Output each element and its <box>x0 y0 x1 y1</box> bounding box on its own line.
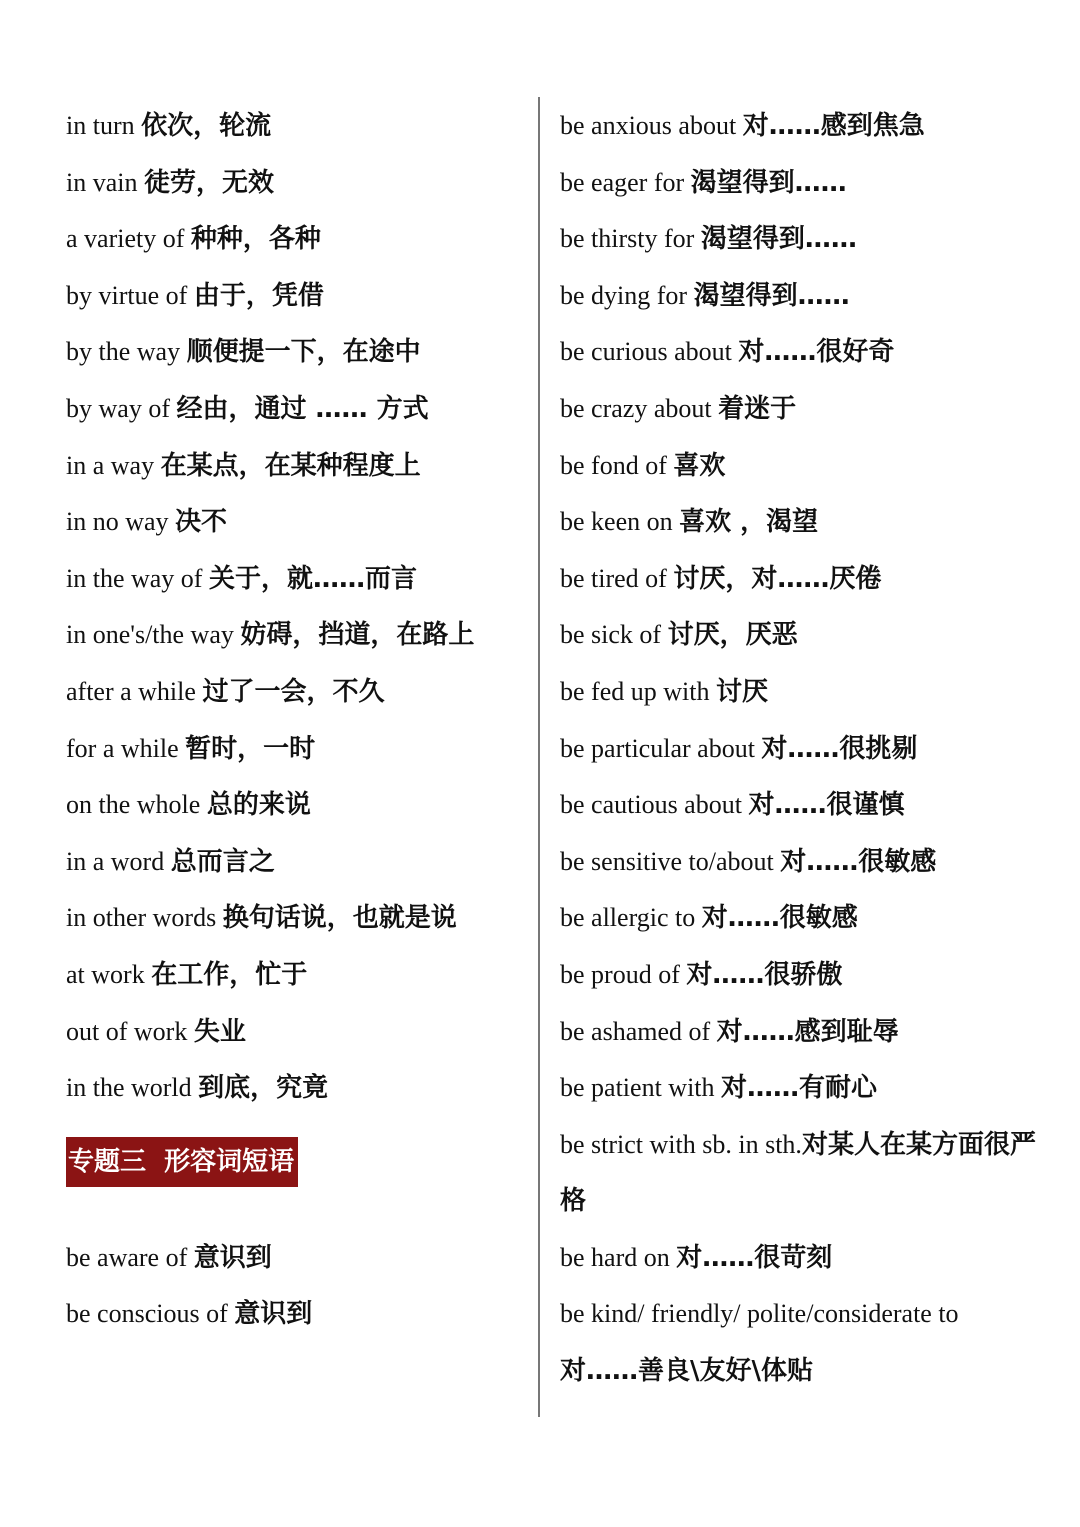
phrase-row <box>66 98 528 155</box>
phrase-english: be cautious about <box>560 790 749 820</box>
phrase-row <box>560 777 1040 834</box>
phrase-row <box>66 324 528 381</box>
phrase-english: be fond of <box>560 450 674 480</box>
phrase-english: out of work <box>66 1016 194 1046</box>
phrase-chinese: 决不 <box>175 507 228 538</box>
phrase-row <box>66 947 528 1004</box>
phrase-chinese: 依次，轮流 <box>141 111 272 141</box>
phrase-english: be conscious of <box>66 1299 235 1329</box>
phrase-english: in no way <box>66 507 176 537</box>
phrase-english: by way of <box>66 393 177 423</box>
phrase-chinese: 经由，通过 …… 方式 <box>176 393 429 424</box>
phrase-english: in the way of <box>66 563 209 593</box>
phrase-english: be aware of <box>66 1242 194 1272</box>
phrase-chinese: 徒劳，无效 <box>144 167 275 198</box>
phrase-chinese: 渴望得到…… <box>693 280 850 311</box>
phrase-chinese: 由于，凭借 <box>193 280 324 311</box>
phrase-english: be eager for <box>560 167 691 197</box>
phrase-row <box>66 721 528 778</box>
phrase-chinese: 失业 <box>193 1016 246 1047</box>
phrase-chinese: 对……感到焦急 <box>742 111 925 141</box>
phrase-english: in other words <box>66 903 223 933</box>
phrase-chinese: 妨碍，挡道，在路上 <box>240 620 475 651</box>
phrase-english: be crazy about <box>560 393 719 423</box>
phrase-row <box>560 834 1040 891</box>
phrase-row <box>560 494 1040 551</box>
phrase-english: in vain <box>66 167 144 197</box>
phrase-chinese: 对……有耐心 <box>721 1073 878 1104</box>
phrase-chinese: 在工作，忙于 <box>151 959 308 990</box>
phrase-chinese: 到底，究竟 <box>198 1073 329 1104</box>
phrase-row <box>560 381 1040 438</box>
phrase-english: be sensitive to/about <box>560 846 781 876</box>
phrase-chinese: 意识到 <box>234 1299 313 1330</box>
phrase-chinese: 讨厌，对……厌倦 <box>673 563 882 594</box>
phrase-chinese: 换句话说，也就是说 <box>222 903 457 934</box>
section-header: 专题三 形容词短语 <box>66 1137 298 1187</box>
phrase-row <box>560 551 1040 608</box>
phrase-english: be tired of <box>560 563 674 593</box>
phrase-row-wrapped <box>560 1117 1040 1230</box>
phrase-row <box>560 664 1040 721</box>
phrase-english: be curious about <box>560 337 739 367</box>
phrase-english: be ashamed of <box>560 1016 717 1046</box>
phrase-row <box>560 607 1040 664</box>
phrase-chinese: 总的来说 <box>206 790 311 821</box>
phrase-row <box>66 890 528 947</box>
phrase-row <box>560 1004 1040 1061</box>
phrase-english: be strict with sb. in sth. <box>560 1129 802 1159</box>
phrase-row-wrapped <box>560 1286 1040 1399</box>
phrase-chinese: 讨厌，厌恶 <box>667 620 798 651</box>
phrase-chinese: 对……善良\友好\体贴 <box>560 1356 813 1387</box>
phrase-chinese: 着迷于 <box>718 393 797 424</box>
phrase-english: on the whole <box>66 790 207 820</box>
phrase-english: a variety of <box>66 224 191 254</box>
phrase-chinese: 对……很挑剔 <box>761 733 918 764</box>
phrase-row <box>560 155 1040 212</box>
phrase-row <box>560 438 1040 495</box>
phrase-english: be keen on <box>560 507 680 537</box>
phrase-chinese: 渴望得到…… <box>690 167 847 198</box>
phrase-row <box>66 494 528 551</box>
phrase-english: be proud of <box>560 959 687 989</box>
phrase-chinese: 总而言之 <box>170 846 275 877</box>
phrase-row <box>66 1286 528 1343</box>
phrase-english: be patient with <box>560 1073 722 1103</box>
phrase-row <box>560 1230 1040 1287</box>
phrase-english: by the way <box>66 337 187 367</box>
phrase-row <box>66 551 528 608</box>
phrase-chinese: 关于，就……而言 <box>208 563 417 594</box>
phrase-chinese: 意识到 <box>193 1242 272 1273</box>
phrase-english: be hard on <box>560 1242 677 1272</box>
phrase-row <box>66 1004 528 1061</box>
phrase-row <box>66 664 528 721</box>
phrase-row <box>560 211 1040 268</box>
phrase-chinese: 暂时，一时 <box>185 733 316 764</box>
phrase-chinese: 种种，各种 <box>190 224 321 255</box>
section-header-container <box>66 1117 528 1177</box>
phrase-row <box>560 1060 1040 1117</box>
phrase-english: be kind/ friendly/ polite/considerate to <box>560 1299 959 1329</box>
phrase-row <box>560 268 1040 325</box>
phrase-row <box>66 381 528 438</box>
phrase-chinese: 喜欢 <box>673 450 726 481</box>
phrase-chinese: 对……很苛刻 <box>676 1242 833 1273</box>
phrase-chinese: 对……很好奇 <box>738 337 895 368</box>
phrase-row <box>66 211 528 268</box>
phrase-english: be sick of <box>560 620 668 650</box>
phrase-chinese: 渴望得到…… <box>700 224 857 255</box>
phrase-row <box>66 607 528 664</box>
phrase-english: be anxious about <box>560 111 743 140</box>
phrase-english: after a while <box>66 676 203 706</box>
left-column <box>66 98 528 1343</box>
phrase-row <box>66 438 528 495</box>
phrase-chinese: 对……很敏感 <box>701 903 858 934</box>
phrase-english: at work <box>66 959 152 989</box>
phrase-english: by virtue of <box>66 280 194 310</box>
phrase-english: be allergic to <box>560 903 702 933</box>
phrase-english: be thirsty for <box>560 224 701 254</box>
phrase-chinese: 过了一会，不久 <box>202 676 385 707</box>
phrase-chinese: 喜欢 ，渴望 <box>679 507 819 538</box>
phrase-row <box>66 155 528 212</box>
phrase-chinese: 对……很谨慎 <box>748 790 905 821</box>
phrase-row <box>66 1230 528 1287</box>
phrase-chinese: 顺便提一下，在途中 <box>186 337 421 368</box>
phrase-row <box>66 268 528 325</box>
phrase-row <box>560 890 1040 947</box>
phrase-row <box>560 324 1040 381</box>
left-phrase-list-bottom <box>66 1230 528 1343</box>
phrase-row <box>560 947 1040 1004</box>
phrase-english: for a while <box>66 733 186 763</box>
right-column <box>560 98 1040 1400</box>
phrase-chinese: 在某点，在某种程度上 <box>160 450 421 481</box>
phrase-english: in turn <box>66 111 142 140</box>
phrase-english: be dying for <box>560 280 694 310</box>
phrase-chinese: 对……感到耻辱 <box>716 1016 899 1047</box>
phrase-row <box>560 721 1040 778</box>
phrase-row <box>66 834 528 891</box>
phrase-row <box>560 98 1040 155</box>
left-phrase-list <box>66 98 528 1117</box>
phrase-english: be particular about <box>560 733 762 763</box>
phrase-english: in a word <box>66 846 171 876</box>
phrase-chinese: 对某人在某方面很严格 <box>560 1129 1036 1217</box>
phrase-english: be fed up with <box>560 676 716 706</box>
phrase-english: in one's/the way <box>66 620 241 650</box>
phrase-chinese: 对……很骄傲 <box>686 959 843 990</box>
phrase-english: in a way <box>66 450 161 480</box>
phrase-english: in the world <box>66 1073 199 1103</box>
phrase-row <box>66 777 528 834</box>
phrase-chinese: 对……很敏感 <box>780 846 937 877</box>
phrase-row <box>66 1060 528 1117</box>
column-divider <box>538 97 540 1417</box>
phrase-chinese: 讨厌 <box>715 676 768 707</box>
